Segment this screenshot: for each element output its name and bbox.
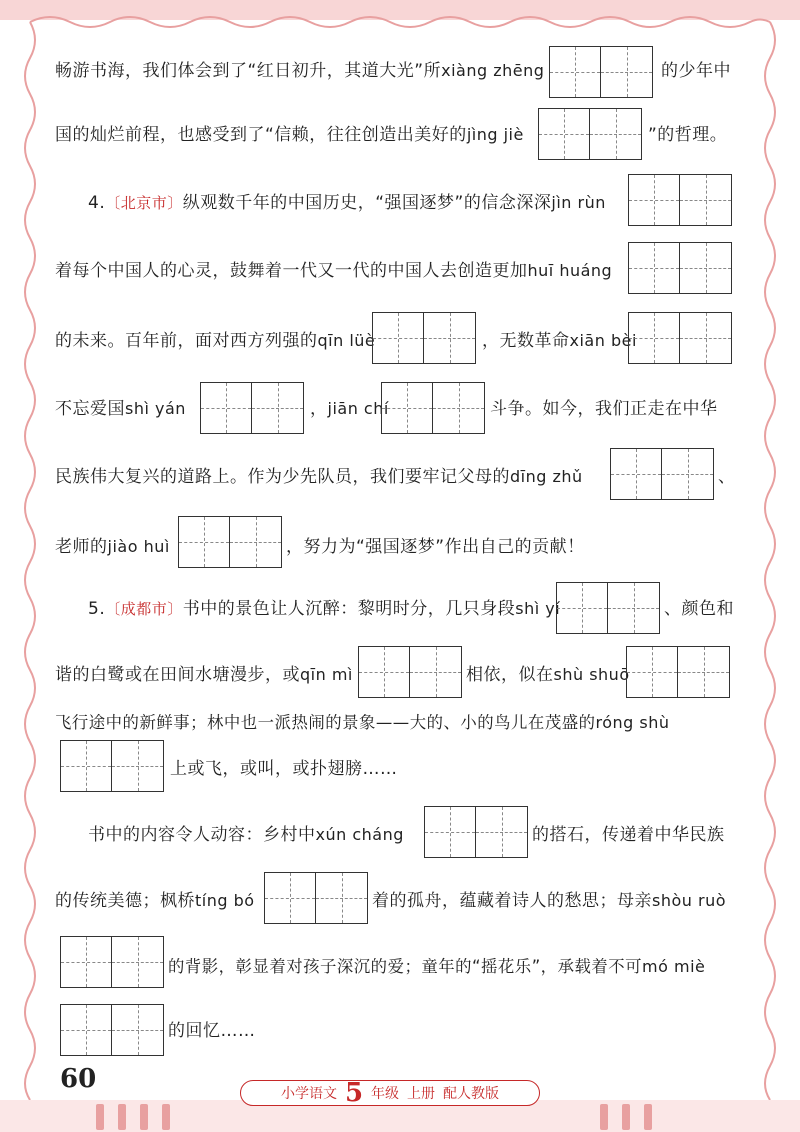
footer-volume: 上册: [407, 1086, 436, 1102]
footer-banner: [240, 1080, 540, 1106]
bottom-tick-mark: [140, 1104, 148, 1130]
top-decorative-band: [0, 0, 800, 20]
pinyin-prompt: jiān chí: [327, 399, 389, 418]
question-number: 5.: [88, 599, 106, 619]
pinyin-prompt: tíng bó: [195, 891, 255, 910]
footer-subject: 小学语文: [280, 1086, 337, 1102]
writing-grid[interactable]: [628, 174, 732, 226]
writing-grid[interactable]: [372, 312, 476, 364]
writing-grid[interactable]: [178, 516, 282, 568]
writing-grid[interactable]: [424, 806, 528, 858]
region-tag: 〔成都市〕: [105, 600, 183, 618]
writing-grid[interactable]: [628, 242, 732, 294]
text-line: 、: [718, 467, 736, 487]
pinyin-prompt: jiào huì: [107, 537, 170, 556]
text-line: 民族伟大复兴的道路上。作为少先队员，我们要牢记父母的dīng zhǔ: [55, 467, 583, 487]
page-number: 60: [60, 1064, 97, 1094]
text-line: ，jiān chí: [310, 399, 389, 419]
pinyin-prompt: xiàng zhēng: [441, 61, 545, 80]
writing-grid[interactable]: [60, 936, 164, 988]
pinyin-prompt: qīn lüè: [317, 331, 376, 350]
text-line: 畅游书海，我们体会到了“红日初升，其道大光”所xiàng zhēng: [55, 61, 545, 81]
writing-grid[interactable]: [538, 108, 642, 160]
text-line: 的未来。百年前，面对西方列强的qīn lüè: [55, 331, 376, 351]
pinyin-prompt: shì yán: [125, 399, 186, 418]
text-line: 、颜色和: [664, 599, 734, 619]
question-5-line: 5.〔成都市〕书中的景色让人沉醉：黎明时分，几只身段shì yí: [88, 599, 561, 619]
text-line: 的背影，彰显着对孩子深沉的爱；童年的“摇花乐”，承载着不可mó miè: [168, 957, 706, 976]
footer-grade-number: 5: [344, 1078, 364, 1108]
pinyin-prompt: xún cháng: [315, 825, 404, 844]
bottom-tick-mark: [644, 1104, 652, 1130]
pinyin-prompt: shì yí: [515, 599, 561, 618]
pinyin-prompt: róng shù: [595, 713, 670, 732]
text-line: 的回忆……: [168, 1021, 256, 1041]
pinyin-prompt: jìng jiè: [466, 125, 524, 144]
text-line: 的传统美德；枫桥tíng bó: [55, 891, 255, 911]
text-line: 不忘爱国shì yán: [55, 399, 186, 419]
region-tag: 〔北京市〕: [105, 194, 183, 212]
bottom-tick-mark: [622, 1104, 630, 1130]
text-line: 着的孤舟，蕴藏着诗人的愁思；母亲shòu ruò: [372, 891, 726, 911]
text-line: 着每个中国人的心灵，鼓舞着一代又一代的中国人去创造更加huī huáng: [55, 261, 613, 281]
pinyin-prompt: shù shuō: [553, 665, 630, 684]
writing-grid[interactable]: [556, 582, 660, 634]
text-line: ，无数革命xiān bèi: [482, 331, 637, 351]
pinyin-prompt: huī huáng: [527, 261, 613, 280]
text-line: 书中的内容令人动容：乡村中xún cháng: [88, 825, 404, 845]
bottom-tick-mark: [96, 1104, 104, 1130]
pinyin-prompt: xiān bèi: [569, 331, 637, 350]
writing-grid[interactable]: [60, 1004, 164, 1056]
text-line: 国的灿烂前程，也感受到了“信赖，往往创造出美好的jìng jiè: [55, 125, 524, 145]
pinyin-prompt: qīn mì: [300, 665, 353, 684]
text-line: 老师的jiào huì: [55, 537, 170, 557]
writing-grid[interactable]: [60, 740, 164, 792]
question-number: 4.: [88, 193, 106, 213]
text-line: 斗争。如今，我们正走在中华: [490, 399, 718, 419]
bottom-tick-mark: [118, 1104, 126, 1130]
footer-grade: 年级: [371, 1086, 400, 1102]
text-line: 谐的白鹭或在田间水塘漫步，或qīn mì: [55, 665, 353, 685]
text-line: ，努力为“强国逐梦”作出自己的贡献！: [286, 537, 585, 557]
writing-grid[interactable]: [626, 646, 730, 698]
footer-edition: 配人教版: [443, 1086, 500, 1102]
writing-grid[interactable]: [610, 448, 714, 500]
pinyin-prompt: shòu ruò: [652, 891, 726, 910]
text-line: 相依，似在shù shuō: [466, 665, 630, 685]
pinyin-prompt: dīng zhǔ: [510, 467, 583, 486]
writing-grid[interactable]: [628, 312, 732, 364]
bottom-tick-mark: [162, 1104, 170, 1130]
text-line: 上或飞，或叫，或扑翅膀……: [170, 759, 398, 779]
pinyin-prompt: mó miè: [642, 957, 706, 976]
writing-grid[interactable]: [264, 872, 368, 924]
bottom-tick-mark: [600, 1104, 608, 1130]
writing-grid[interactable]: [200, 382, 304, 434]
writing-grid[interactable]: [549, 46, 653, 98]
writing-grid[interactable]: [358, 646, 462, 698]
text-line: ”的哲理。: [648, 125, 728, 145]
pinyin-prompt: jìn rùn: [551, 193, 606, 212]
writing-grid[interactable]: [381, 382, 485, 434]
question-4-line: 4.〔北京市〕纵观数千年的中国历史，“强国逐梦”的信念深深jìn rùn: [88, 193, 606, 213]
text-line: 的少年中: [661, 61, 731, 81]
text-line: 的搭石，传递着中华民族: [532, 825, 725, 845]
text-line: 飞行途中的新鲜事；林中也一派热闹的景象——大的、小的鸟儿在茂盛的róng shù: [55, 713, 670, 732]
